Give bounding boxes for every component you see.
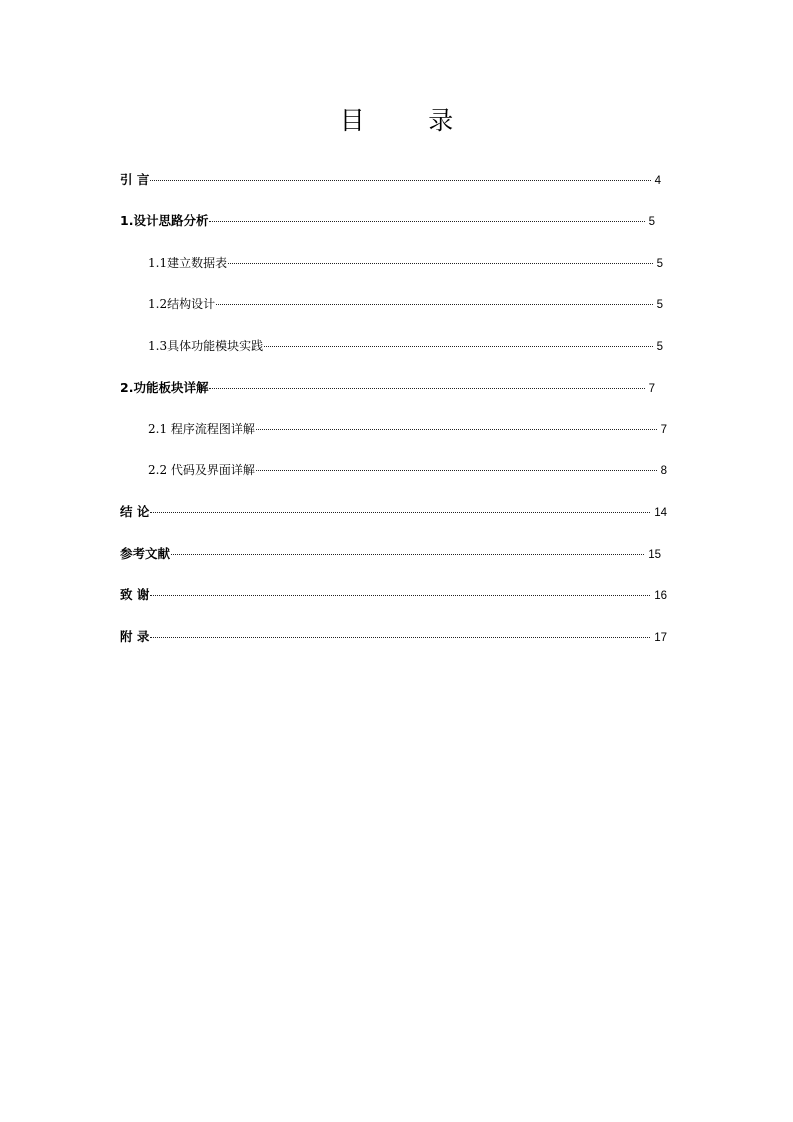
toc-entry-page: 7: [660, 424, 667, 436]
dot-leader: [209, 387, 644, 389]
toc-entry-page: 5: [656, 341, 663, 353]
dot-leader: [150, 636, 650, 638]
toc-entry-page: 5: [656, 299, 663, 311]
dot-leader: [264, 345, 653, 347]
toc-entry-page: 16: [654, 590, 667, 602]
toc-entry-label: 2.1 程序流程图详解: [148, 422, 255, 436]
toc-entry[interactable]: [120, 629, 667, 646]
toc-entry-page: 17: [654, 632, 667, 644]
toc-entry[interactable]: [120, 172, 661, 189]
toc-entry[interactable]: [148, 255, 663, 272]
toc-entry[interactable]: [120, 587, 667, 604]
toc-entry[interactable]: [120, 504, 667, 521]
toc-entry-page: 4: [654, 175, 661, 187]
toc-entry[interactable]: [120, 213, 655, 230]
dot-leader: [209, 220, 644, 222]
dot-leader: [150, 179, 650, 181]
toc-entry[interactable]: [120, 380, 655, 397]
toc-entry[interactable]: [148, 338, 663, 355]
toc-entry-label: 1.1建立数据表: [148, 256, 228, 270]
toc-entry-page: 14: [654, 507, 667, 519]
toc-entry-label: 引 言: [120, 172, 150, 187]
page-title: 目 录: [339, 106, 454, 135]
dot-leader: [150, 511, 650, 513]
toc-entry-label: 1.设计思路分析: [120, 213, 209, 228]
toc-entry-page: 15: [648, 549, 661, 561]
toc-entry-label: 结 论: [120, 504, 150, 519]
toc-entry[interactable]: [148, 421, 667, 438]
toc-entry-label: 2.功能板块详解: [120, 380, 209, 395]
toc-entry-label: 1.3具体功能模块实践: [148, 339, 264, 353]
toc-entry-page: 8: [660, 465, 667, 477]
toc-entry-page: 5: [648, 216, 655, 228]
toc-entry[interactable]: [148, 462, 667, 479]
toc-entry-label: 致 谢: [120, 587, 150, 602]
toc-entry-label: 参考文献: [120, 546, 171, 561]
toc-entry[interactable]: [148, 296, 663, 313]
dot-leader: [150, 594, 650, 596]
dot-leader: [171, 553, 644, 555]
dot-leader: [256, 428, 657, 430]
toc-entry-page: 7: [648, 383, 655, 395]
toc-entry-label: 附 录: [120, 629, 150, 644]
toc-entry-label: 1.2结构设计: [148, 297, 216, 311]
dot-leader: [256, 469, 657, 471]
toc-entry[interactable]: [120, 546, 661, 563]
dot-leader: [228, 262, 653, 264]
toc-entry-page: 5: [656, 258, 663, 270]
dot-leader: [216, 303, 653, 305]
toc-entry-label: 2.2 代码及界面详解: [148, 463, 255, 477]
